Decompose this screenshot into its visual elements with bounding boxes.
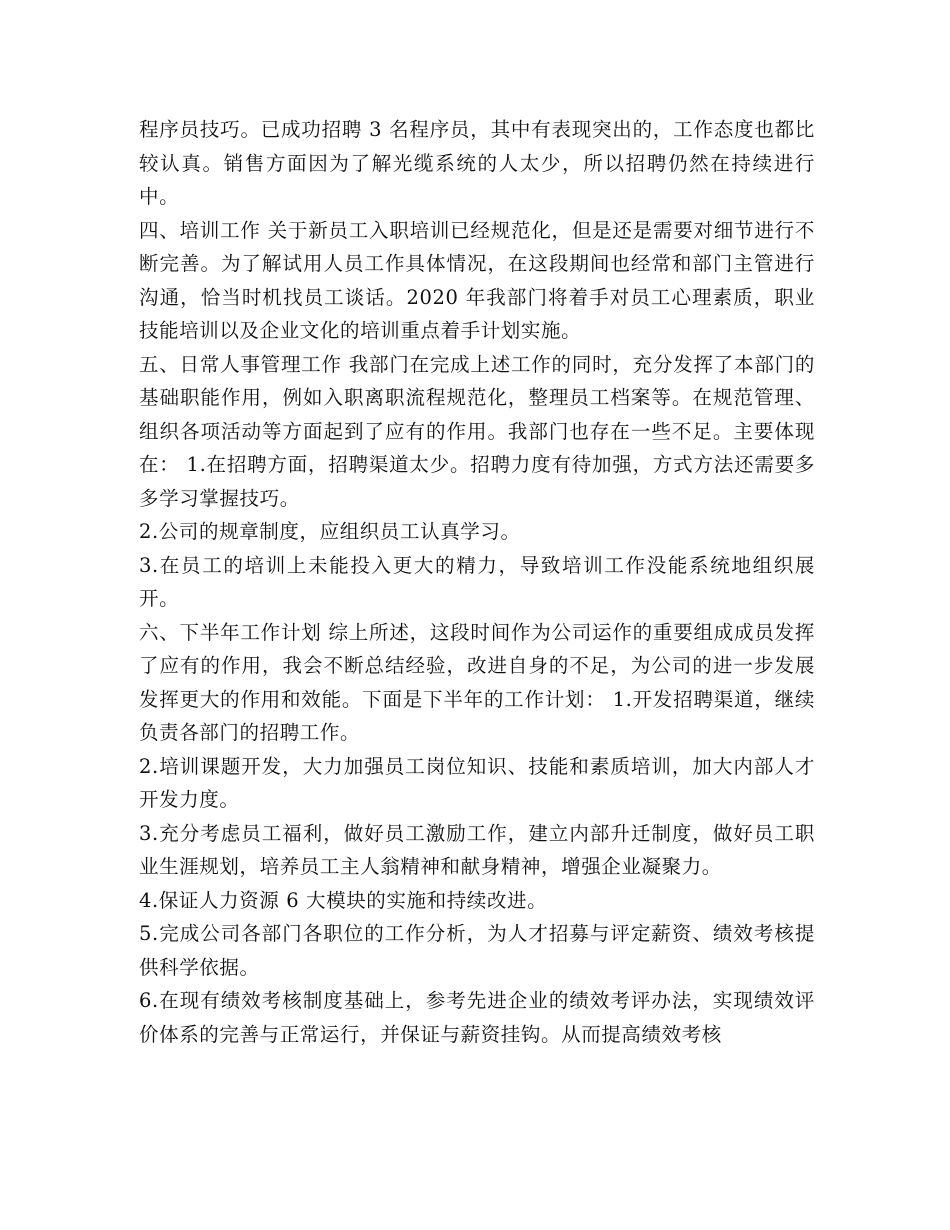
paragraph-training-work: 四、培训工作 关于新员工入职培训已经规范化，但是还是需要对细节进行不断完善。为了解试用人员工作具体情况，在这段期间也经常和部门主管进行沟通，恰当时机找员工谈话。2020 年我部门将着手对员工心理素质，职业技能培训以及企业文化的培训重点着手计划实施。 [139,218,815,342]
paragraph-recruitment-continued: 程序员技巧。已成功招聘 3 名程序员，其中有表现突出的，工作态度也都比较认真。销售方面因为了解光缆系统的人太少，所以招聘仍然在持续进行中。 [139,118,815,208]
paragraph-plan-item-2: 2.培训课题开发，大力加强员工岗位知识、技能和素质培训，加大内部人才开发力度。 [139,754,815,811]
paragraph-plan-item-5: 5.完成公司各部门各职位的工作分析，为人才招募与评定薪资、绩效考核提供科学依据。 [139,922,815,979]
paragraph-daily-hr-management: 五、日常人事管理工作 我部门在完成上述工作的同时，充分发挥了本部门的基础职能作用，例如入职离职流程规范化，整理员工档案等。在规范管理、组织各项活动等方面起到了应有的作用。我部门也存在一些不足。主要体现在： 1.在招聘方面，招聘渠道太少。招聘力度有待加强，方式方法还需要多多学习掌握技巧。 [139,352,815,510]
paragraph-plan-item-3: 3.充分考虑员工福利，做好员工激励工作，建立内部升迁制度，做好员工职业生涯规划，培养员工主人翁精神和献身精神，增强企业凝聚力。 [139,821,815,878]
paragraph-plan-item-4: 4.保证人力资源 6 大模块的实施和持续改进。 [139,888,548,912]
document-body [139,113,815,1051]
paragraph-plan-item-6: 6.在现有绩效考核制度基础上，参考先进企业的绩效考评办法，实现绩效评价体系的完善与正常运行，并保证与薪资挂钩。从而提高绩效考核 [139,989,815,1046]
paragraph-second-half-plan: 六、下半年工作计划 综上所述，这段时间作为公司运作的重要组成成员发挥了应有的作用，我会不断总结经验，改进自身的不足，为公司的进一步发展发挥更大的作用和效能。下面是下半年的工作计划： 1.开发招聘渠道，继续负责各部门的招聘工作。 [139,620,815,744]
paragraph-item-rules: 2.公司的规章制度，应组织员工认真学习。 [139,520,521,543]
paragraph-item-training-effort: 3.在员工的培训上未能投入更大的精力，导致培训工作没能系统地组织展开。 [139,553,815,610]
